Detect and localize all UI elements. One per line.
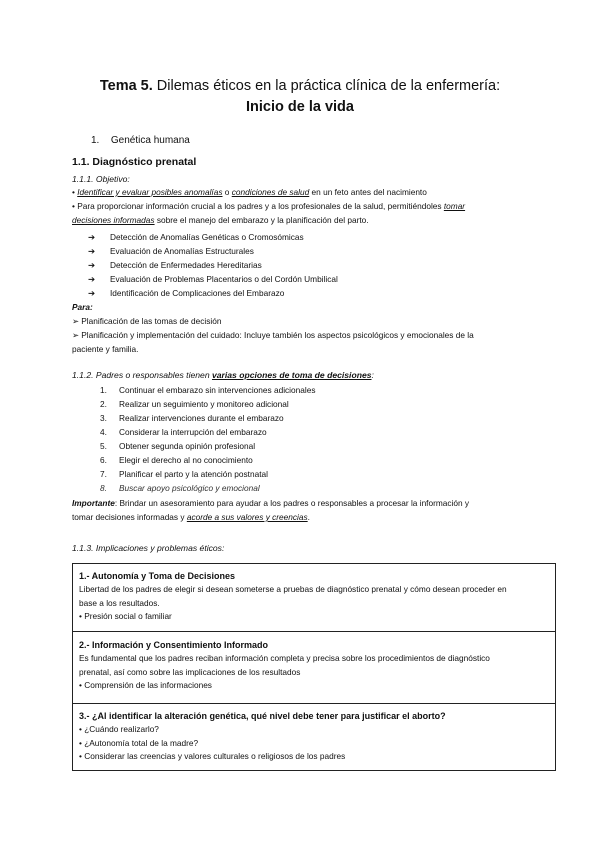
ethics-box-line: base a los resultados. <box>79 597 160 608</box>
section-1-1-heading: 1.1. Diagnóstico prenatal <box>72 156 197 168</box>
ethics-box-line: prenatal, así como sobre las implicaciones de los resultados <box>79 666 301 677</box>
arrow-item-text: Detección de Enfermedades Hereditarias <box>110 260 262 270</box>
link-decisiones-informadas[interactable]: decisiones informadas <box>72 215 155 225</box>
objetivo-bullet-2-line1 <box>72 200 465 214</box>
option-text: Elegir el derecho al no conocimiento <box>119 455 253 465</box>
link-valores-creencias[interactable]: acorde a sus valores y creencias <box>186 512 308 522</box>
padres-heading-start: 1.1.2. Padres o responsables tienen <box>72 370 212 380</box>
ethics-box-1 <box>72 563 556 632</box>
link-identificar-anomalias[interactable]: Identificar y evaluar posibles anomalías <box>77 187 223 197</box>
option-list-item <box>100 454 253 467</box>
ethics-box-line: Libertad de los padres de elegir si desean someterse a pruebas de diagnóstico prenatal y cómo desean proceder en <box>79 584 507 594</box>
section-1-label: Genética humana <box>110 135 190 146</box>
ethics-box-line: • Considerar las creencias y valores culturales o religiosos de los padres <box>79 751 346 761</box>
arrow-right-icon: ➔ <box>88 246 95 256</box>
option-text: Buscar apoyo psicológico y emocional <box>119 483 260 493</box>
link-condiciones-salud[interactable]: condiciones de salud <box>231 187 310 197</box>
importante-text-2: tomar decisiones informadas y <box>72 512 187 522</box>
para-item-1: ➢ Planificación de las tomas de decisión <box>72 316 222 326</box>
option-list-item <box>100 440 256 453</box>
option-text: Planificar el parto y la atención postnatal <box>119 469 268 479</box>
title-main: Dilemas éticos en la práctica clínica de la enfermería: <box>152 78 501 94</box>
option-text: Considerar la interrupción del embarazo <box>119 427 267 437</box>
ethics-box-line: • ¿Autonomía total de la madre? <box>79 737 199 748</box>
option-number: 5. <box>100 441 107 451</box>
implicaciones-heading: 1.1.3. Implicaciones y problemas éticos: <box>72 543 225 553</box>
option-list-item <box>100 384 316 397</box>
objetivo-b1-end: en un feto antes del nacimiento <box>309 187 427 197</box>
document-subtitle: Inicio de la vida <box>246 99 354 115</box>
option-list-item <box>100 398 289 411</box>
option-number: 2. <box>100 399 107 409</box>
option-list-item <box>100 468 268 481</box>
padres-heading <box>72 368 374 382</box>
option-text: Continuar el embarazo sin intervenciones adicionales <box>119 385 316 395</box>
link-opciones-decisiones[interactable]: varias opciones de toma de decisiones <box>211 370 372 380</box>
arrow-item-text: Detección de Anomalías Genéticas o Cromosómicas <box>110 232 304 242</box>
objetivo-b2-end: sobre el manejo del embarazo y la planificación del parto. <box>154 215 369 225</box>
para-label: Para: <box>72 302 93 312</box>
objetivo-b2-text: • Para proporcionar información crucial a los padres y a los profesionales de la salud, permitiéndoles <box>72 201 444 211</box>
para-item-2-line2: paciente y familia. <box>72 344 139 354</box>
objetivo-heading: 1.1.1. Objetivo: <box>72 174 130 184</box>
ethics-box-3 <box>72 703 556 771</box>
importante-end: . <box>307 512 310 522</box>
link-tomar[interactable]: tomar <box>443 201 466 211</box>
ethics-box-2 <box>72 631 556 704</box>
section-1-heading <box>91 134 190 148</box>
option-number: 7. <box>100 469 107 479</box>
option-number: 1. <box>100 385 107 395</box>
ethics-box-title: 2.- Información y Consentimiento Informado <box>79 640 269 650</box>
option-text: Realizar intervenciones durante el embarazo <box>119 413 284 423</box>
ethics-box-title: 1.- Autonomía y Toma de Decisiones <box>79 571 236 581</box>
ethics-box-title: 3.- ¿Al identificar la alteración genética, qué nivel debe tener para justificar el aborto? <box>79 711 446 721</box>
arrow-item-text: Evaluación de Anomalías Estructurales <box>110 246 254 256</box>
option-list-item <box>100 426 267 439</box>
objetivo-bullet-2-line2 <box>72 214 369 228</box>
bullet-glyph: • <box>72 187 75 197</box>
arrow-item-text: Identificación de Complicaciones del Embarazo <box>110 288 285 298</box>
importante-line2 <box>72 511 310 525</box>
padres-heading-end: : <box>371 370 374 380</box>
option-number: 8. <box>100 483 107 493</box>
option-number: 4. <box>100 427 107 437</box>
para-item-2-line1: ➢ Planificación y implementación del cuidado: Incluye también los aspectos psicológicos y emocionales de la <box>72 330 474 340</box>
arrow-right-icon: ➔ <box>88 232 95 242</box>
objetivo-b1-mid: o <box>222 187 232 197</box>
document-title <box>0 77 600 95</box>
section-1-number: 1. <box>91 135 100 146</box>
option-number: 6. <box>100 455 107 465</box>
arrow-list-item <box>88 231 304 244</box>
arrow-item-text: Evaluación de Problemas Placentarios o del Cordón Umbilical <box>110 274 338 284</box>
option-number: 3. <box>100 413 107 423</box>
arrow-list-item <box>88 273 338 286</box>
importante-label: Importante <box>72 498 115 508</box>
option-list-item <box>100 482 260 495</box>
ethics-box-line: • Presión social o familiar <box>79 611 172 621</box>
ethics-box-line: • Comprensión de las informaciones <box>79 680 212 690</box>
arrow-list-item <box>88 259 262 272</box>
option-text: Realizar un seguimiento y monitoreo adicional <box>119 399 289 409</box>
option-text: Obtener segunda opinión profesional <box>119 441 256 451</box>
importante-line1 <box>72 497 469 511</box>
objetivo-bullet-1 <box>72 186 427 200</box>
arrow-right-icon: ➔ <box>88 260 95 270</box>
arrow-right-icon: ➔ <box>88 274 95 284</box>
ethics-box-line: • ¿Cuándo realizarlo? <box>79 724 159 734</box>
arrow-right-icon: ➔ <box>88 288 95 298</box>
arrow-list-item <box>88 245 254 258</box>
arrow-list-item <box>88 287 284 300</box>
importante-text: : Brindar un asesoramiento para ayudar a los padres o responsables a procesar la información y <box>114 498 470 508</box>
option-list-item <box>100 412 284 425</box>
ethics-box-line: Es fundamental que los padres reciban información completa y precisa sobre los procedimientos de diagnóstico <box>79 653 490 663</box>
title-prefix: Tema 5. <box>99 78 153 94</box>
